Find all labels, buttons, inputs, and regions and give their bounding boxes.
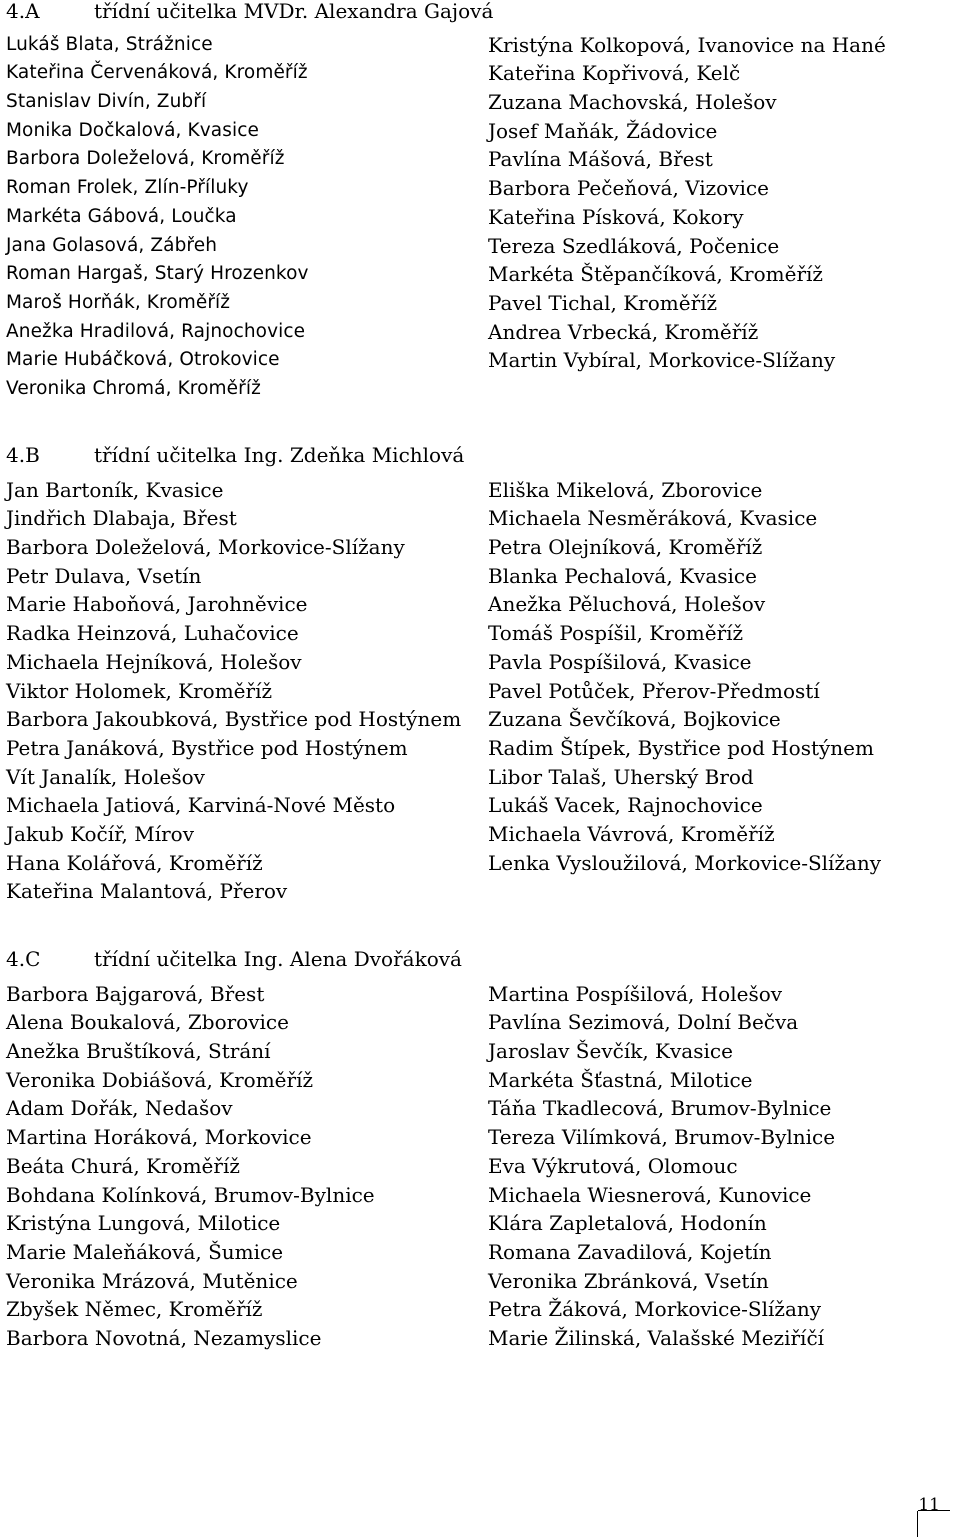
student-entry: Kateřina Kopřivová, Kelč <box>488 61 741 86</box>
student-entry: Martina Horáková, Morkovice <box>6 1125 312 1150</box>
student-entry: Pavla Pospíšilová, Kvasice <box>488 649 752 674</box>
student-entry: Stanislav Divín, Zubří <box>6 91 207 113</box>
student-entry: Pavlína Sezimová, Dolní Bečva <box>488 1010 799 1035</box>
student-entry: Lenka Vysloužilová, Morkovice-Slížany <box>488 850 882 875</box>
student-entry: Petra Žáková, Morkovice-Slížany <box>488 1297 822 1322</box>
student-entry: Tereza Vilímková, Brumov-Bylnice <box>488 1125 836 1150</box>
student-entry: Josef Maňák, Žádovice <box>488 118 718 143</box>
student-entry: Andrea Vrbecká, Kroměříž <box>488 319 759 344</box>
class-teacher: třídní učitelka MVDr. Alexandra Gajová <box>94 0 494 23</box>
student-entry: Lukáš Vacek, Rajnochovice <box>488 793 763 818</box>
student-list-left <box>6 31 309 404</box>
student-entry: Radka Heinzová, Luhačovice <box>6 621 299 646</box>
student-list-right <box>488 476 881 878</box>
student-entry: Petra Olejníková, Kroměříž <box>488 535 763 560</box>
student-entry: Romana Zavadilová, Kojetín <box>488 1239 772 1264</box>
student-list-left <box>6 980 375 1353</box>
student-entry: Marie Maleňáková, Šumice <box>6 1239 284 1264</box>
student-entry: Tereza Szedláková, Počenice <box>488 233 780 258</box>
student-list-right <box>488 31 886 375</box>
student-entry: Veronika Dobiášová, Kroměříž <box>6 1067 314 1092</box>
student-entry: Klára Zapletalová, Hodonín <box>488 1211 767 1236</box>
class-section-4c <box>6 945 954 1353</box>
class-code: 4.C <box>6 947 41 971</box>
student-entry: Viktor Holomek, Kroměříž <box>6 678 272 703</box>
student-entry: Kateřina Malantová, Přerov <box>6 879 288 904</box>
page-number: 11 <box>918 1495 940 1515</box>
class-header <box>6 441 954 470</box>
student-entry: Barbora Doleželová, Morkovice-Slížany <box>6 535 405 560</box>
student-entry: Barbora Bajgarová, Břest <box>6 981 265 1006</box>
student-list-left <box>6 476 461 906</box>
student-entry: Marie Žilinská, Valašské Meziříčí <box>488 1325 825 1350</box>
student-entry: Barbora Doleželová, Kroměříž <box>6 148 285 170</box>
student-entry: Michaela Hejníková, Holešov <box>6 649 302 674</box>
class-teacher: třídní učitelka Ing. Alena Dvořáková <box>94 947 462 971</box>
student-entry: Marie Haboňová, Jarohněvice <box>6 592 308 617</box>
student-entry: Veronika Zbránková, Vsetín <box>488 1268 769 1293</box>
student-entry: Markéta Štěpančíková, Kroměříž <box>488 262 823 287</box>
student-entry: Barbora Novotná, Nezamyslice <box>6 1325 322 1350</box>
student-entry: Eva Výkrutová, Olomouc <box>488 1153 738 1178</box>
student-entry: Markéta Šťastná, Milotice <box>488 1067 753 1092</box>
student-entry: Roman Frolek, Zlín-Příluky <box>6 177 249 199</box>
student-entry: Martina Pospíšilová, Holešov <box>488 981 783 1006</box>
student-entry: Michaela Wiesnerová, Kunovice <box>488 1182 812 1207</box>
student-entry: Beáta Churá, Kroměříž <box>6 1153 240 1178</box>
student-entry: Jaroslav Ševčík, Kvasice <box>488 1039 733 1064</box>
student-entry: Vít Janalík, Holešov <box>6 764 205 789</box>
student-entry: Zuzana Ševčíková, Bojkovice <box>488 707 781 732</box>
student-entry: Pavlína Mášová, Břest <box>488 147 713 172</box>
student-entry: Petra Janáková, Bystřice pod Hostýnem <box>6 735 408 760</box>
student-entry: Barbora Pečeňová, Vizovice <box>488 176 769 201</box>
class-section-4b <box>6 441 954 906</box>
student-entry: Kateřina Červenáková, Kroměříž <box>6 62 308 84</box>
class-teacher: třídní učitelka Ing. Zdeňka Michlová <box>94 443 465 467</box>
student-entry: Veronika Chromá, Kroměříž <box>6 377 261 399</box>
student-entry: Marie Hubáčková, Otrokovice <box>6 349 280 371</box>
student-entry: Barbora Jakoubková, Bystřice pod Hostýnem <box>6 707 462 732</box>
student-entry: Kateřina Písková, Kokory <box>488 204 744 229</box>
student-entry: Michaela Nesměráková, Kvasice <box>488 506 818 531</box>
student-entry: Hana Kolářová, Kroměříž <box>6 850 263 875</box>
student-entry: Monika Dočkalová, Kvasice <box>6 119 259 141</box>
student-entry: Jindřich Dlabaja, Břest <box>6 506 237 531</box>
student-columns <box>6 31 954 404</box>
student-entry: Kristýna Kolkopová, Ivanovice na Hané <box>488 32 886 57</box>
student-entry: Petr Dulava, Vsetín <box>6 563 202 588</box>
student-columns <box>6 980 954 1353</box>
student-entry: Adam Dořák, Nedašov <box>6 1096 233 1121</box>
student-entry: Radim Štípek, Bystřice pod Hostýnem <box>488 735 874 760</box>
student-entry: Zbyšek Němec, Kroměříž <box>6 1297 263 1322</box>
student-list-right <box>488 980 835 1353</box>
student-entry: Roman Hargaš, Starý Hrozenkov <box>6 263 309 285</box>
student-entry: Pavel Potůček, Přerov-Předmostí <box>488 678 820 703</box>
student-entry: Jakub Kočíř, Mírov <box>6 821 194 846</box>
student-entry: Michaela Jatiová, Karviná-Nové Město <box>6 793 396 818</box>
student-entry: Markéta Gábová, Loučka <box>6 205 237 227</box>
student-entry: Táňa Tkadlecová, Brumov-Bylnice <box>488 1096 832 1121</box>
student-entry: Martin Vybíral, Morkovice-Slížany <box>488 348 836 373</box>
student-entry: Michaela Vávrová, Kroměříž <box>488 821 775 846</box>
student-entry: Anežka Pěluchová, Holešov <box>488 592 766 617</box>
student-entry: Alena Boukalová, Zborovice <box>6 1010 289 1035</box>
student-entry: Zuzana Machovská, Holešov <box>488 90 777 115</box>
student-entry: Eliška Mikelová, Zborovice <box>488 477 763 502</box>
student-entry: Jana Golasová, Zábřeh <box>6 234 218 256</box>
student-entry: Blanka Pechalová, Kvasice <box>488 563 757 588</box>
student-entry: Kristýna Lungová, Milotice <box>6 1211 281 1236</box>
student-entry: Lukáš Blata, Strážnice <box>6 33 213 55</box>
student-entry: Veronika Mrázová, Mutěnice <box>6 1268 298 1293</box>
student-entry: Jan Bartoník, Kvasice <box>6 477 224 502</box>
class-section-4a <box>6 0 954 404</box>
student-entry: Tomáš Pospíšil, Kroměříž <box>488 621 744 646</box>
class-header <box>6 0 954 26</box>
class-header <box>6 945 954 974</box>
class-code: 4.B <box>6 443 40 467</box>
student-entry: Anežka Bruštíková, Strání <box>6 1039 271 1064</box>
class-code: 4.A <box>6 0 40 23</box>
student-entry: Maroš Horňák, Kroměříž <box>6 291 231 313</box>
student-columns <box>6 476 954 907</box>
student-entry: Pavel Tichal, Kroměříž <box>488 290 718 315</box>
student-entry: Libor Talaš, Uherský Brod <box>488 764 754 789</box>
student-entry: Anežka Hradilová, Rajnochovice <box>6 320 306 342</box>
student-entry: Bohdana Kolínková, Brumov-Bylnice <box>6 1182 375 1207</box>
